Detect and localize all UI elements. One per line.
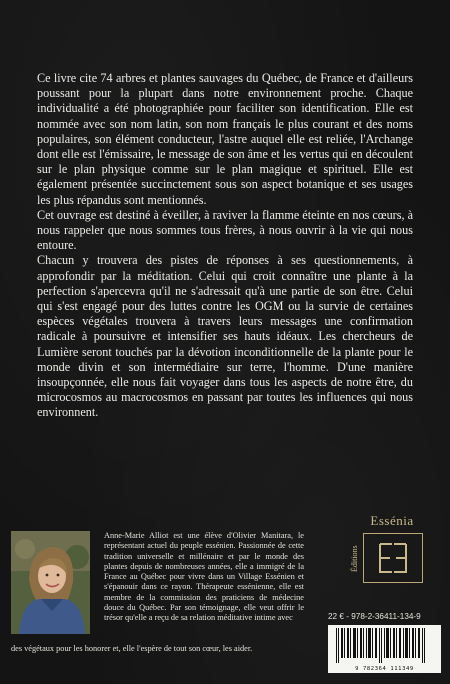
publisher-name: Essénia xyxy=(370,513,414,528)
price-isbn: 22 € - 978-2-36411-134-9 xyxy=(328,612,421,621)
editions-label: Éditions xyxy=(350,545,359,573)
description-paragraph-2: Cet ouvrage est destiné à éveiller, à raviver la flamme éteinte en nos cœurs, à nous rappeler que nous sommes tous frères, à nous ouvrir à la vie qui nous entoure. xyxy=(37,207,413,253)
barcode-bars xyxy=(328,625,441,665)
barcode-icon xyxy=(328,625,441,673)
description-paragraph-3: Chacun y trouvera des pistes de réponses à ses questionnements, à approfondir par la méditation. Celui qui croit connaître une plante à la perfection s'apercevra qu'il ne s'adressait qu'à une partie de son être. Celui qui s'est engagé pour des luttes contre les OGM ou la survie de certaines espèces végétales trouvera à travers leurs messages une confirmation radicale à poursuivre et intensifier ses hauts idéaux. Les chercheurs de Lumière seront touchés par la dévotion inconditionnelle de la plante pour le monde divin et son intermédiaire sur terre, l'homme. D'une manière insoupçonnée, elle nous fait voyager dans tous les aspects de notre être, du microcosmos au macrocosmos en passant par toutes les influences qui nous environnent. xyxy=(37,253,413,420)
description-paragraph-1: Ce livre cite 74 arbres et plantes sauvages du Québec, de France et d'ailleurs poussant pour la plupart dans notre environnement proche. Chaque individualité a été photographiée pour faciliter son identification. Elle est nommée avec son nom latin, son nom français le plus courant et des noms populaires, son élément conducteur, l'astre auquel elle est reliée, l'Archange dont elle est l'émissaire, le message de son âme et les vertus qui en découlent sur le plan physique comme sur le plan magique et spirituel. Elle est également présentée succinctement sous son aspect botanique et ses usages les plus répandus sont mentionnés. xyxy=(37,71,413,207)
author-bio-continued: des végétaux pour les honorer et, elle l'espère de tout son cœur, les aider. xyxy=(11,644,253,653)
essenia-ee-logo-icon xyxy=(363,533,423,583)
barcode-digits: 9 782364 111349 xyxy=(355,666,414,672)
author-bio: Anne-Marie Alliot est une élève d'Olivier Manitara, le représentant actuel du peuple essénien. Passionnée de cette tradition universelle et millénaire et par le monde des plantes depuis de nombreuses années, elle a immigré de la France au Québec pour vivre dans un Village Essénien et s'épanouir dans ce rayon. Thérapeute essénienne, elle est membre de la commission des praticiens de médecine douce du Québec. Par son témoignage, elle veut offrir le trésor qu'elle a reçu de sa relation méditative intime avec xyxy=(104,531,304,623)
author-portrait-icon xyxy=(11,531,90,634)
author-photo xyxy=(11,531,90,634)
publisher-block xyxy=(346,513,438,603)
back-cover-description xyxy=(37,71,413,421)
